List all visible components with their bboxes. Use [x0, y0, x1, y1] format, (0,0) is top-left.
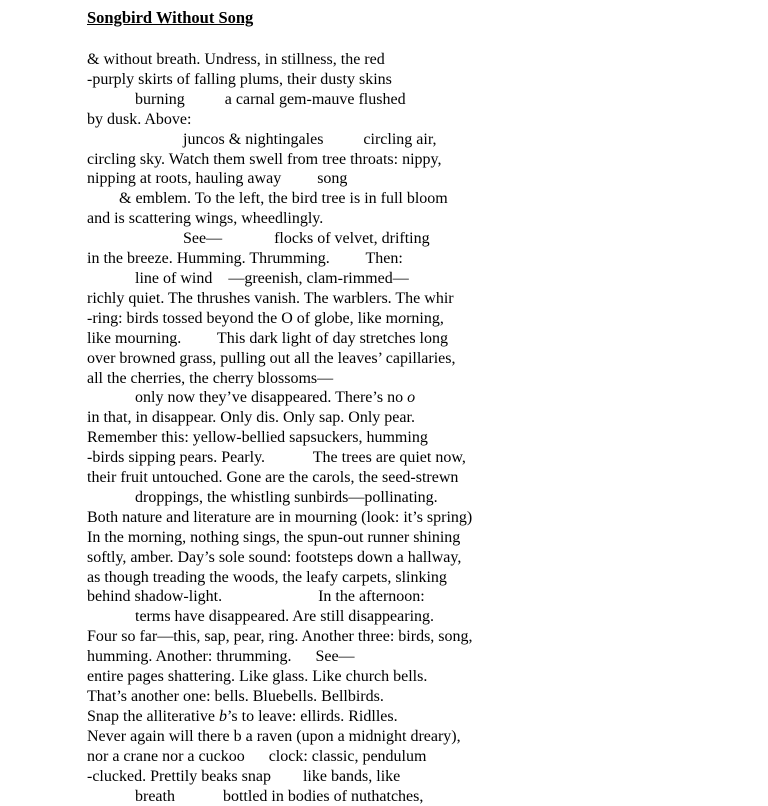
- poem-line: [87, 787, 748, 806]
- poem-line: [87, 309, 748, 329]
- poem-line: [87, 408, 748, 428]
- poem-line: [87, 747, 748, 767]
- poem-text: nor a crane nor a cuckoo clock: classic, pendulum: [87, 747, 427, 765]
- poem-text: entire pages shattering. Like glass. Like church bells.: [87, 668, 428, 686]
- poem-text: Never again will there b a raven (upon a midnight dreary),: [87, 727, 461, 745]
- poem-text: all the cherries, the cherry blossoms—: [87, 369, 334, 387]
- poem-italic-letter: o: [398, 309, 407, 327]
- poem-line: [87, 209, 748, 229]
- poem-text: -clucked. Prettily beaks snap like bands, like: [87, 767, 401, 785]
- poem-text: -birds sipping pears. Pearly. The trees are quiet now,: [87, 449, 466, 467]
- poem-line: [87, 90, 748, 110]
- poem-text: burning a carnal gem-mauve flushed: [87, 90, 406, 108]
- poem-text: See— flocks of velvet, drifting: [87, 230, 430, 248]
- poem-line: [87, 229, 748, 249]
- poem-line: [87, 289, 748, 309]
- poem-text: in the breeze. Humming. Thrumming. Then:: [87, 250, 403, 268]
- poem-line: [87, 468, 748, 488]
- poem-text: behind shadow-light. In the afternoon:: [87, 588, 425, 606]
- poem-text: terms have disappeared. Are still disappearing.: [87, 608, 435, 626]
- poem-text: line of wind —greenish, clam-rimmed—: [87, 269, 409, 287]
- poem-text: circling sky. Watch them swell from tree throats: nippy,: [87, 150, 442, 168]
- poem-line: [87, 269, 748, 289]
- poem-text: as though treading the woods, the leafy carpets, slinking: [87, 568, 447, 586]
- poem-line: [87, 50, 748, 70]
- poem-text: rning,: [406, 309, 444, 327]
- poem-text: humming. Another: thrumming. See—: [87, 648, 355, 666]
- poem-line: [87, 727, 748, 747]
- poem-text: -purply skirts of falling plums, their dusty skins: [87, 70, 392, 88]
- poem-text: Snap the alliterative: [87, 707, 219, 725]
- poem-text: only now they’ve disappeared. There’s no: [87, 389, 408, 407]
- poem-line: [87, 189, 748, 209]
- poem-line: [87, 349, 748, 369]
- poem-text: nipping at roots, hauling away song: [87, 170, 348, 188]
- poem-line: [87, 169, 748, 189]
- poem-text: richly quiet. The thrushes vanish. The warblers. The whir: [87, 289, 454, 307]
- poem-text: by dusk. Above:: [87, 110, 192, 128]
- poem-text: juncos & nightingales circling air,: [87, 130, 437, 148]
- poem-text: softly, amber. Day’s sole sound: footsteps down a hallway,: [87, 548, 462, 566]
- poem-text: & without breath. Undress, in stillness, the red: [87, 51, 385, 68]
- poem-title: Songbird Without Song: [87, 8, 254, 27]
- poem-text: & emblem. To the left, the bird tree is in full bloom: [87, 190, 448, 208]
- poem-text: Both nature and literature are in mourning (look: it’s spring): [87, 508, 473, 526]
- poem-text: over browned grass, pulling out all the leaves’ capillaries,: [87, 349, 456, 367]
- poem-line: [87, 707, 748, 727]
- poem-line: [87, 627, 748, 647]
- poem-line: [87, 249, 748, 269]
- poem-text: in that, in disappear. Only dis. Only sap. Only pear.: [87, 409, 415, 427]
- poem-text: ’s to leave: ellirds. Ridlles.: [226, 707, 398, 725]
- poem-text: That’s another one: bells. Bluebells. Bellbirds.: [87, 688, 384, 705]
- poem-line: [87, 388, 748, 408]
- poem-text: and is scattering wings, wheedlingly.: [87, 210, 324, 228]
- poem-line: [87, 130, 748, 150]
- poem-line: [87, 428, 748, 448]
- poem-line: [87, 448, 748, 468]
- poem-line: [87, 568, 748, 588]
- poem-line: [87, 150, 748, 170]
- poem-line: [87, 548, 748, 568]
- poem-body: [87, 50, 748, 806]
- poem-line: [87, 667, 748, 687]
- poem-line: [87, 528, 748, 548]
- poem-text: Four so far—this, sap, pear, ring. Another three: birds, song,: [87, 628, 473, 646]
- poem-line: [87, 647, 748, 667]
- poem-text: -ring: birds tossed beyond the O of gl: [87, 309, 327, 327]
- poem-line: [87, 70, 748, 90]
- poem-text: breath bottled in bodies of nuthatches,: [87, 787, 424, 805]
- poem-text: Remember this: yellow-bellied sapsuckers, humming: [87, 429, 428, 447]
- poem-italic-letter: o: [407, 389, 416, 407]
- poem-line: [87, 329, 748, 349]
- poem-line: [87, 687, 748, 707]
- poem-line: [87, 767, 748, 787]
- poem-italic-letter: b: [218, 707, 227, 725]
- poem-text: like mourning. This dark light of day stretches long: [87, 329, 448, 347]
- poem-text: In the morning, nothing sings, the spun-out runner shining: [87, 528, 461, 546]
- poem-text: droppings, the whistling sunbirds—pollinating.: [87, 488, 438, 506]
- poem-italic-letter: o: [326, 309, 335, 327]
- poem-line: [87, 508, 748, 528]
- poem-line: [87, 369, 748, 389]
- poem-text: be, like m: [334, 309, 399, 327]
- poem-text: their fruit untouched. Gone are the carols, the seed-strewn: [87, 469, 459, 487]
- poem-line: [87, 607, 748, 627]
- poem-line: [87, 488, 748, 508]
- poem-line: [87, 587, 748, 607]
- poem-line: [87, 110, 748, 130]
